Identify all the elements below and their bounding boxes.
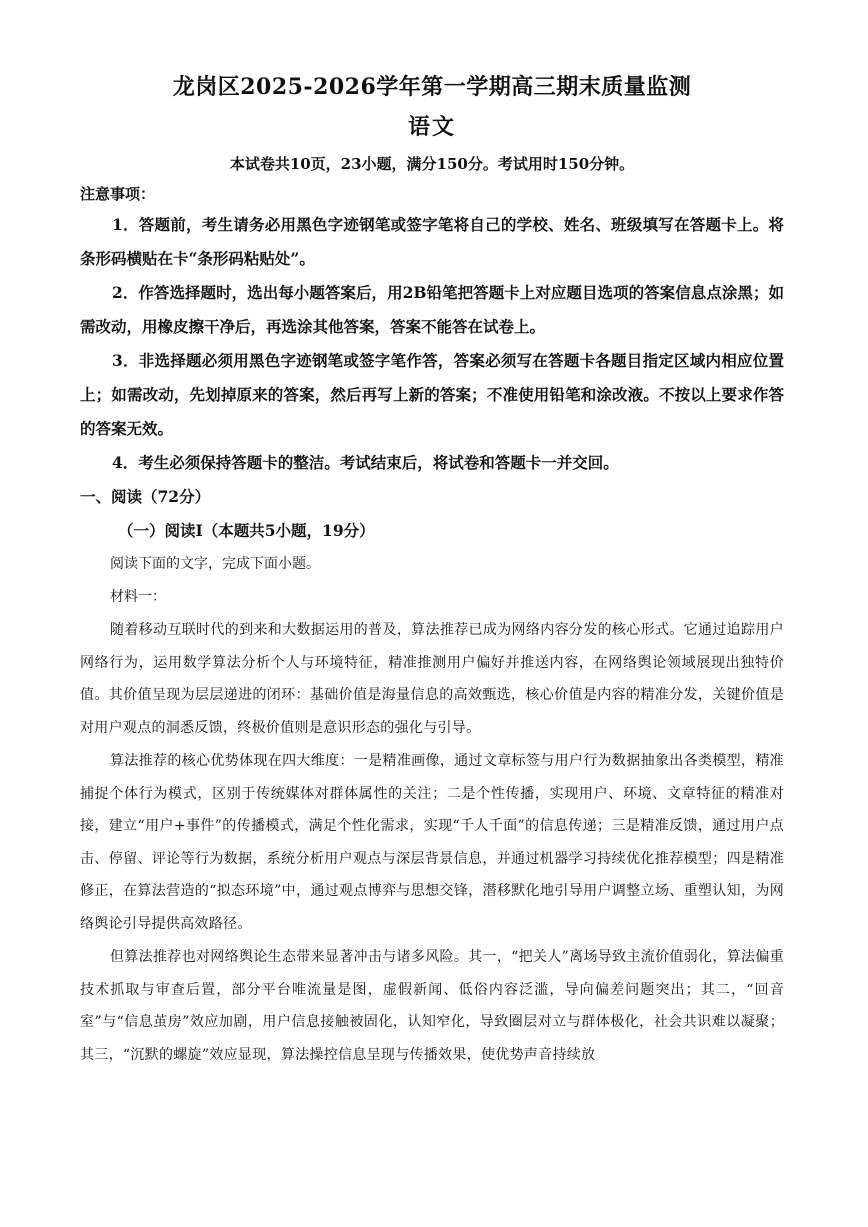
notice-item: 1．答题前，考生请务必用黑色字迹钢笔或签字笔将自己的学校、姓名、班级填写在答题卡上。将条形码横贴在卡“条形码粘贴处”。 xyxy=(80,215,784,268)
material-paragraph: 随着移动互联时代的到来和大数据运用的普及，算法推荐已成为网络内容分发的核心形式。它通过追踪用户网络行为，运用数学算法分析个人与环境特征，精准推测用户偏好并推送内容，在网络舆论领域展现出独特价值。其价值呈现为层层递进的闭环：基础价值是海量信息的高效甄选，核心价值是内容的精准分发，关键价值是对用户观点的洞悉反馈，终极价值则是意识形态的强化与引导。 xyxy=(80,622,784,736)
notice-item: 2．作答选择题时，选出每小题答案后，用2B铅笔把答题卡上对应题目选项的答案信息点涂黑；如需改动，用橡皮擦干净后，再选涂其他答案，答案不能答在试卷上。 xyxy=(80,283,784,336)
subsection-heading: （一）阅读Ⅰ（本题共5小题，19分） xyxy=(118,521,375,540)
material-paragraph: 但算法推荐也对网络舆论生态带来显著冲击与诸多风险。其一，“把关人”离场导致主流价值弱化，算法偏重技术抓取与审查后置，部分平台唯流量是图，虚假新闻、低俗内容泛滥，导向偏差问题突出；其二，“回音室”与“信息茧房”效应加剧，用户信息接触被固化，认知窄化，导致圈层对立与群体极化，社会共识难以凝聚；其三，“沉默的螺旋”效应显现，算法操控信息呈现与传播效果，使优势声音持续放 xyxy=(80,949,784,1063)
exam-page xyxy=(80,72,784,1071)
material-paragraph: 算法推荐的核心优势体现在四大维度：一是精准画像，通过文章标签与用户行为数据抽象出各类模型，精准捕捉个体行为模式，区别于传统媒体对群体属性的关注；二是个性传播，实现用户、环境、文章特征的精准对接，建立“用户+事件”的传播模式，满足个性化需求，实现“千人千面”的信息传递；三是精准反馈，通过用户点击、停留、评论等行为数据，系统分析用户观点与深层背景信息，并通过机器学习持续优化推荐模型；四是精准修正，在算法营造的“拟态环境”中，通过观点博弈与思想交锋，潜移默化地引导用户调整立场、重塑认知，为网络舆论引导提供高效路径。 xyxy=(80,753,784,932)
exam-title: 龙岗区2025-2026学年第一学期高三期末质量监测 xyxy=(172,74,692,100)
subject-title: 语文 xyxy=(407,114,456,140)
notice-item: 4．考生必须保持答题卡的整洁。考试结束后，将试卷和答题卡一并交回。 xyxy=(112,453,619,472)
exam-info: 本试卷共10页，23小题，满分150分。考试用时150分钟。 xyxy=(229,155,635,173)
section-heading: 一、阅读（72分） xyxy=(80,487,211,506)
notice-item: 3．非选择题必须用黑色字迹钢笔或签字笔作答，答案必须写在答题卡各题目指定区域内相应位置上；如需改动，先划掉原来的答案，然后再写上新的答案；不准使用铅笔和涂改液。不按以上要求作答的答案无效。 xyxy=(80,351,784,438)
material-label: 材料一： xyxy=(110,589,166,605)
reading-instruction: 阅读下面的文字，完成下面小题。 xyxy=(110,556,320,572)
notice-heading: 注意事项： xyxy=(80,185,156,203)
